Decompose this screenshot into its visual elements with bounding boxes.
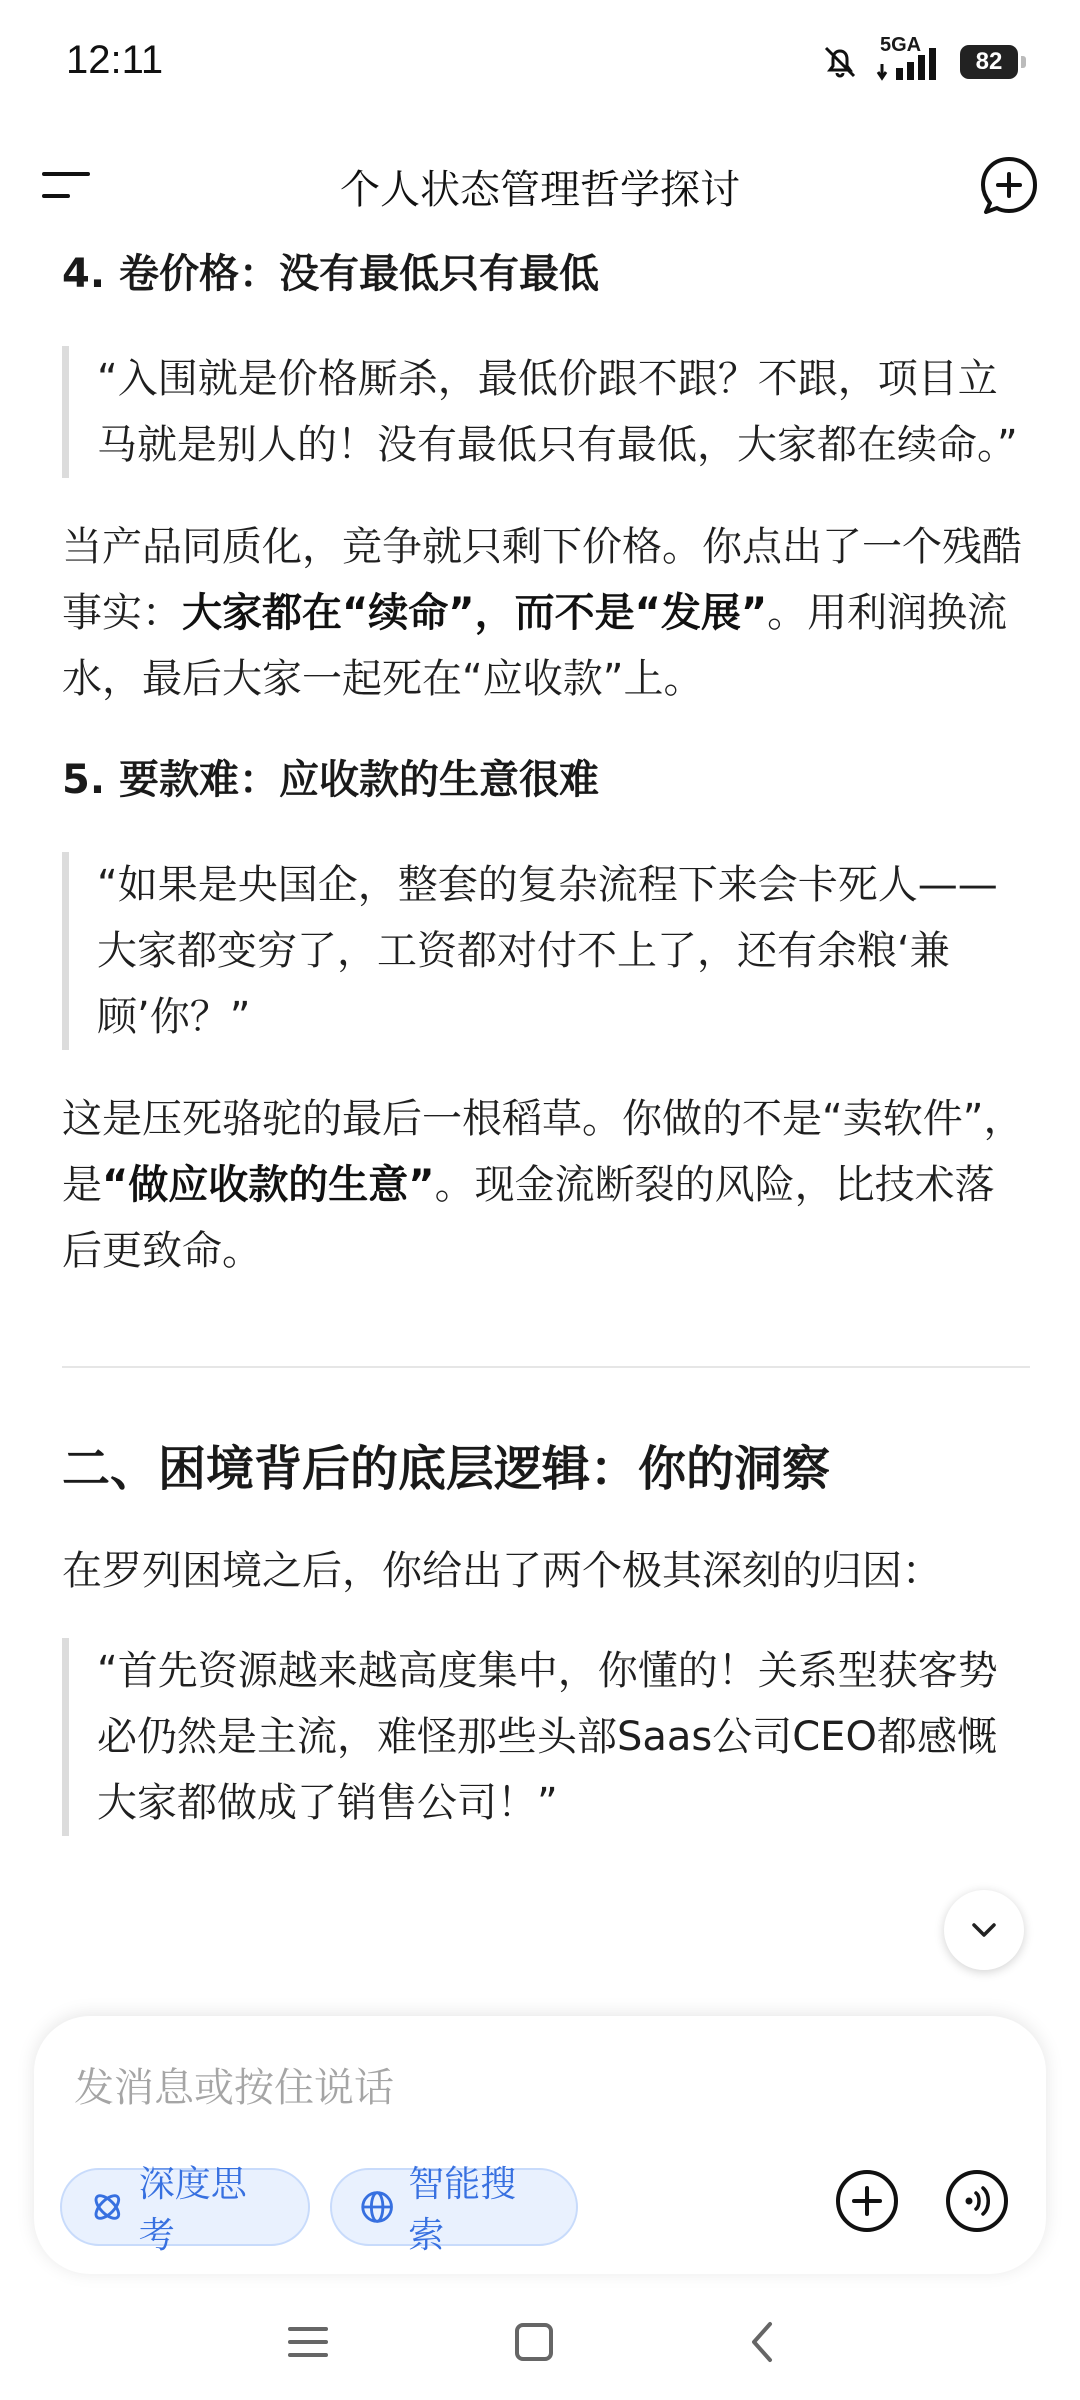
mute-bell-icon (820, 42, 860, 82)
home-icon[interactable] (504, 2312, 564, 2372)
deep-think-label: 深度思考 (138, 2164, 247, 2256)
voice-call-icon[interactable] (944, 2168, 1010, 2234)
recents-icon[interactable] (278, 2312, 338, 2372)
scroll-to-bottom-button[interactable] (944, 1890, 1024, 1970)
chevron-down-icon (966, 1912, 1002, 1948)
back-icon[interactable] (734, 2312, 794, 2372)
bold-text: “做应收款的生意” (102, 1162, 435, 1208)
paragraph-text: 这是压死骆驼的最后一根稻草。你做的不是“卖软件”，是 (62, 1096, 1024, 1208)
globe-icon (358, 2187, 396, 2227)
section-2-heading: 二、困境背后的底层逻辑：你的洞察 (62, 1441, 831, 1497)
message-composer (34, 2016, 1046, 2274)
status-bar (0, 0, 1080, 130)
plus-circle-icon[interactable] (834, 2168, 900, 2234)
deep-think-toggle[interactable] (60, 2164, 310, 2256)
paragraph-text: 。现金流断裂的风险，比技术落后更致命。 (62, 1162, 995, 1274)
message-input[interactable]: 发消息或按住说话 (74, 2065, 394, 2111)
chat-header (0, 130, 1080, 240)
section-2-intro: 在罗列困境之后，你给出了两个极其深刻的归因： (62, 1548, 942, 1594)
status-time: 12:11 (66, 38, 164, 82)
deep-think-icon (88, 2187, 127, 2227)
smart-search-label: 智能搜索 (408, 2164, 517, 2256)
signal-icon (874, 34, 946, 82)
section-4-heading: 4. 卷价格：没有最低只有最低 (62, 251, 599, 297)
section-5-heading: 5. 要款难：应收款的生意很难 (62, 757, 599, 803)
section-2-quote: “首先资源越来越高度集中，你懂的！关系型获客势必仍然是主流，难怪那些头部Saas公司CEO都感慨大家都做成了销售公司！” (62, 1638, 1030, 1836)
new-chat-icon[interactable] (978, 154, 1040, 216)
battery-indicator: 82 (960, 45, 1018, 79)
system-nav-bar (0, 2284, 1080, 2400)
section-5-paragraph (62, 1086, 1030, 1284)
section-divider (62, 1366, 1030, 1368)
bold-text: 大家都在“续命”，而不是“发展” (182, 590, 768, 636)
section-4-paragraph (62, 514, 1030, 712)
status-icons (820, 34, 1018, 82)
message-content (62, 230, 1030, 1836)
paragraph-text: 。用利润换流水，最后大家一起死在“应收款”上。 (62, 590, 1008, 702)
section-5-quote: “如果是央国企，整套的复杂流程下来会卡死人——大家都变穷了，工资都对付不上了，还有余粮‘兼顾’你？” (62, 852, 1030, 1050)
section-4-quote: “入围就是价格厮杀，最低价跟不跟？不跟，项目立马就是别人的！没有最低只有最低，大家都在续命。” (62, 346, 1030, 478)
chat-title: 个人状态管理哲学探讨 (340, 167, 740, 213)
paragraph-text: 当产品同质化，竞争就只剩下价格。你点出了一个残酷事实： (62, 524, 1022, 636)
network-label: 5GA (880, 34, 922, 56)
smart-search-toggle[interactable] (330, 2164, 578, 2256)
